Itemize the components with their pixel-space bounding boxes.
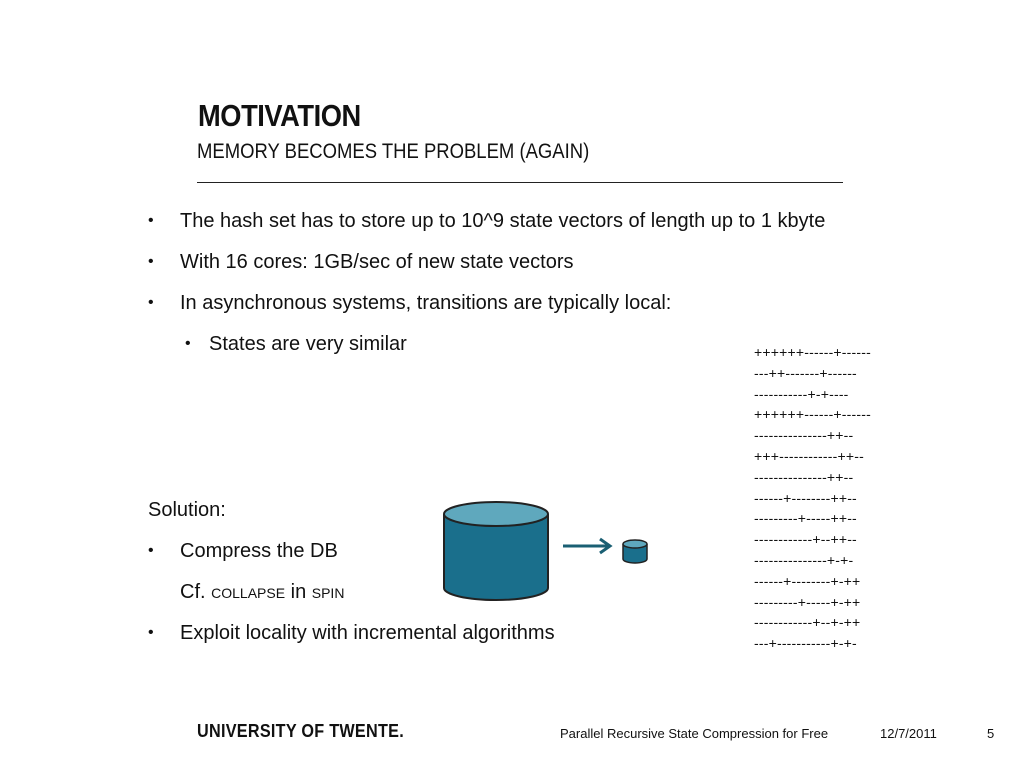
bullet-icon: • xyxy=(148,294,154,311)
state-vector-line: ---------------+-+- xyxy=(754,551,854,568)
bullet-item xyxy=(148,209,826,233)
state-vector-line: -----------+-+---- xyxy=(754,385,849,402)
cf-system: spin xyxy=(311,581,345,603)
state-vector-line: ++++++------+------ xyxy=(754,406,871,423)
bullet-icon: • xyxy=(148,212,154,229)
bullet-item xyxy=(148,291,672,315)
small-database-icon xyxy=(623,540,647,563)
state-vector-line: ---------------++-- xyxy=(754,427,854,444)
state-vector-line: +++------------++-- xyxy=(754,447,864,464)
bullet-text: Exploit locality with incremental algorithms xyxy=(180,622,555,644)
cf-reference xyxy=(180,580,344,604)
state-vector-line: ---------------++-- xyxy=(754,468,854,485)
solution-heading: Solution: xyxy=(148,499,226,521)
bullet-item xyxy=(148,250,574,274)
bullet-text: States are very similar xyxy=(209,333,407,355)
big-database-icon xyxy=(444,502,548,600)
bullet-icon: • xyxy=(185,335,191,352)
bullet-item xyxy=(148,539,338,563)
bullet-text: The hash set has to store up to 10^9 state vectors of length up to 1 kbyte xyxy=(180,210,826,232)
state-vector-list xyxy=(754,342,871,654)
cf-prefix: Cf. xyxy=(180,581,212,603)
state-vector-line: ------+--------+-++ xyxy=(754,572,861,589)
sub-bullet-item xyxy=(185,332,407,356)
university-logo: UNIVERSITY OF TWENTE. xyxy=(197,721,404,741)
cf-tool: collapse xyxy=(211,581,286,603)
state-vector-line: ------------+--+-++ xyxy=(754,614,861,631)
bullet-icon: • xyxy=(148,542,154,559)
bullet-icon: • xyxy=(148,624,154,641)
slide-subtitle: MEMORY BECOMES THE PROBLEM (AGAIN) xyxy=(197,140,590,163)
state-vector-line: ---++-------+------ xyxy=(754,364,857,381)
footer-date: 12/7/2011 xyxy=(880,726,937,741)
state-vector-line: ------+--------++-- xyxy=(754,489,857,506)
state-vector-line: ++++++------+------ xyxy=(754,344,871,360)
state-vector-line: ---------+-----++-- xyxy=(754,510,857,527)
title-divider xyxy=(197,182,843,183)
slide-title: MOTIVATION xyxy=(198,98,361,133)
footer-presentation-title: Parallel Recursive State Compression for Free xyxy=(560,726,829,741)
compression-graphic xyxy=(438,498,658,608)
footer-page-number: 5 xyxy=(987,726,995,741)
arrow-right-icon xyxy=(563,539,610,553)
state-vector-line: ------------+--++-- xyxy=(754,531,857,548)
state-vector-line: ---------+-----+-++ xyxy=(754,593,861,610)
bullet-text: Compress the DB xyxy=(180,540,338,562)
cf-mid: in xyxy=(285,581,312,603)
state-vector-line: ---+-----------+-+- xyxy=(754,635,857,652)
bullet-item xyxy=(148,621,555,645)
bullet-text: In asynchronous systems, transitions are typically local: xyxy=(180,292,672,314)
bullet-icon: • xyxy=(148,253,154,270)
bullet-text: With 16 cores: 1GB/sec of new state vectors xyxy=(180,251,574,273)
